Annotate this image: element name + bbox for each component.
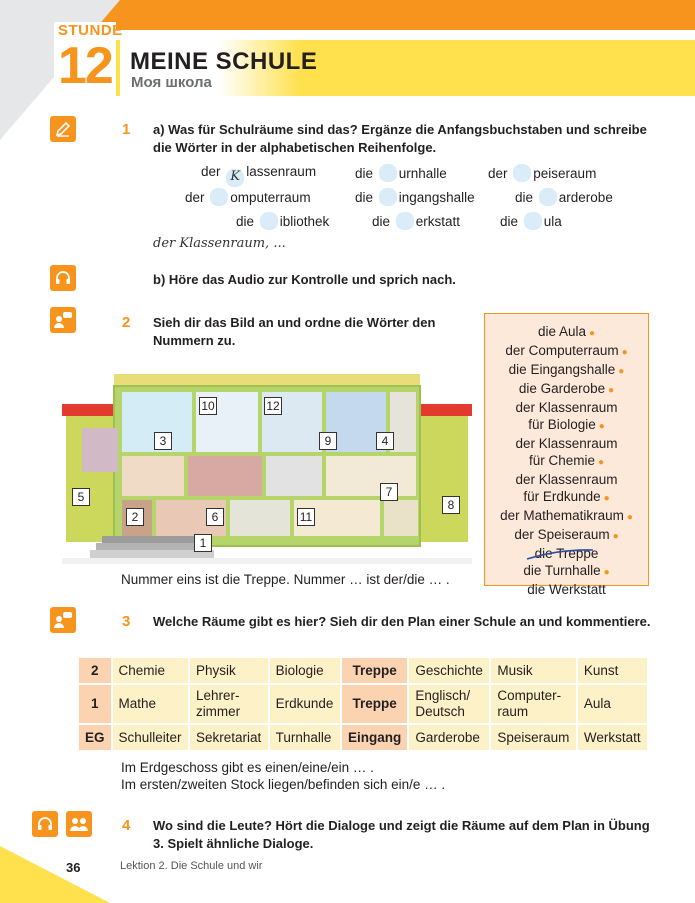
stairs-cell: Treppe: [341, 684, 409, 724]
word-item-crossed: die Treppe: [485, 545, 648, 562]
task3-instruction: Welche Räume gibt es hier? Sieh dir den Plan einer Schule an und kommentiere.: [153, 614, 651, 629]
task1-number: 1: [122, 121, 131, 138]
word-item: die Aula ●: [537, 324, 596, 339]
image-label: 3: [154, 432, 172, 450]
room-cell: Lehrer- zimmer: [189, 684, 269, 724]
image-label: 6: [206, 508, 224, 526]
page-number: 36: [66, 860, 81, 875]
letter-blank[interactable]: [539, 188, 557, 206]
floor-label: EG: [78, 724, 112, 751]
task2-caption: Nummer eins ist die Treppe. Nummer … ist der/die … .: [121, 572, 450, 587]
footer-corner: [0, 846, 110, 903]
room-cell: Kunst: [577, 657, 648, 684]
article: die: [355, 190, 374, 205]
task3-number: 3: [122, 613, 131, 630]
word-stem: peiseraum: [533, 166, 597, 181]
word-item: die Turnhalle ●: [523, 563, 610, 578]
room-cell: Geschichte: [408, 657, 490, 684]
word-row-3: [236, 212, 329, 230]
word-item: der Klassenraum: [515, 400, 618, 415]
room-cell: Erdkunde: [269, 684, 341, 724]
room-cell: Turnhalle: [269, 724, 341, 751]
page-title: MEINE SCHULE: [130, 48, 318, 75]
word-item: der Mathematikraum ●: [500, 508, 633, 523]
room-cell: Werkstatt: [577, 724, 648, 751]
article: die: [372, 214, 391, 229]
article: die: [355, 166, 374, 181]
task1-part-b: b) Höre das Audio zur Kontrolle und sprich nach.: [153, 272, 456, 287]
letter-blank[interactable]: [379, 188, 397, 206]
school-building-graphic: [62, 356, 472, 564]
word-row-1b: [355, 164, 447, 182]
letter-blank[interactable]: [524, 212, 542, 230]
room-cell: Aula: [577, 684, 648, 724]
letter-blank[interactable]: [396, 212, 414, 230]
image-label: 7: [380, 483, 398, 501]
word-item: die Eingangshalle ●: [508, 362, 625, 377]
pencil-icon: [50, 116, 76, 142]
task2-instruction: Sieh dir das Bild an und ordne die Wörter den Nummern zu.: [153, 315, 436, 348]
group-icon: [66, 811, 92, 837]
school-plan-table: [77, 656, 649, 752]
image-label: 10: [199, 397, 217, 415]
stairs-cell: Treppe: [341, 657, 409, 684]
headphones-icon: [32, 811, 58, 837]
article: die: [500, 214, 519, 229]
table-row: [78, 657, 648, 684]
lesson-label: STUNDE: [58, 22, 123, 39]
room-cell: Sekretariat: [189, 724, 269, 751]
letter-blank[interactable]: [260, 212, 278, 230]
word-stem: ula: [543, 214, 562, 229]
room-cell: Computer- raum: [490, 684, 576, 724]
letter-blank[interactable]: K: [226, 169, 244, 187]
image-label: 11: [297, 508, 315, 526]
article: die: [236, 214, 255, 229]
word-item: der Klassenraum: [515, 436, 618, 451]
word-row-3b: [372, 212, 460, 230]
floor-label: 2: [78, 657, 112, 684]
footer-text: Lektion 2. Die Schule und wir: [120, 860, 263, 872]
word-row-1: [201, 164, 316, 187]
task4-number: 4: [122, 817, 131, 834]
task1-instruction: a) Was für Schulräume sind das? Ergänze die Anfangsbuchstaben und schreibe die Wörter in der alphabetischen Reihenfolge.: [153, 122, 647, 155]
image-label: 4: [376, 432, 394, 450]
image-label: 8: [442, 496, 460, 514]
word-stem: arderobe: [558, 190, 613, 205]
word-item: die Werkstatt: [527, 582, 606, 597]
word-item: die Garderobe ●: [518, 381, 615, 396]
image-label: 1: [194, 534, 212, 552]
strike-mark: [525, 547, 595, 561]
word-stem: ibliothek: [279, 214, 330, 229]
room-cell: Physik: [189, 657, 269, 684]
word-box: [484, 313, 649, 597]
table-row: [78, 724, 648, 751]
article: die: [515, 190, 534, 205]
word-row-3c: [500, 212, 562, 230]
room-cell: Musik: [490, 657, 576, 684]
page-subtitle: Моя школа: [131, 74, 212, 91]
school-illustration: [62, 356, 472, 564]
room-cell: Chemie: [112, 657, 189, 684]
letter-blank[interactable]: [210, 188, 228, 206]
room-cell: Englisch/ Deutsch: [408, 684, 490, 724]
table-row: [78, 684, 648, 724]
speaking-icon: [50, 307, 76, 333]
handwritten-example: der Klassenraum, ...: [153, 236, 286, 251]
word-item: für Erdkunde ●: [523, 489, 610, 504]
word-stem: ingangshalle: [398, 190, 475, 205]
task4-instruction: Wo sind die Leute? Hört die Dialoge und zeigt die Räume auf dem Plan in Übung 3. Spielt ähnliche Dialoge.: [153, 818, 650, 851]
word-item: der Computerraum ●: [505, 343, 628, 358]
room-cell: Schulleiter: [112, 724, 189, 751]
word-item: für Biologie ●: [528, 417, 605, 432]
room-cell: Speiseraum: [490, 724, 576, 751]
word-item: der Klassenraum: [515, 472, 618, 487]
speaking-icon: [50, 607, 76, 633]
task3-sentence-1: Im Erdgeschoss gibt es einen/eine/ein … .: [121, 760, 374, 775]
image-label: 9: [319, 432, 337, 450]
word-row-2b: [355, 188, 475, 206]
image-label: 2: [126, 508, 144, 526]
word-stem: erkstatt: [415, 214, 461, 229]
article: der: [185, 190, 205, 205]
image-label: 12: [264, 397, 282, 415]
word-row-1c: [488, 164, 596, 182]
word-item: für Chemie ●: [528, 453, 605, 468]
letter-blank[interactable]: [513, 164, 531, 182]
word-row-2c: [515, 188, 613, 206]
word-stem: lassenraum: [246, 164, 317, 179]
article: der: [488, 166, 508, 181]
floor-label: 1: [78, 684, 112, 724]
image-label: 5: [72, 488, 90, 506]
entrance-cell: Eingang: [341, 724, 409, 751]
article: der: [201, 164, 221, 179]
word-row-2: [185, 188, 311, 206]
room-cell: Biologie: [269, 657, 341, 684]
letter-blank[interactable]: [379, 164, 397, 182]
word-item: der Speiseraum ●: [514, 527, 619, 542]
room-cell: Garderobe: [408, 724, 490, 751]
task3-sentence-2: Im ersten/zweiten Stock liegen/befinden sich ein/e … .: [121, 777, 446, 792]
task2-number: 2: [122, 314, 131, 331]
room-cell: Mathe: [112, 684, 189, 724]
headphones-icon: [50, 265, 76, 291]
lesson-number: 12: [58, 37, 112, 95]
word-stem: urnhalle: [398, 166, 447, 181]
word-stem: omputerraum: [230, 190, 311, 205]
